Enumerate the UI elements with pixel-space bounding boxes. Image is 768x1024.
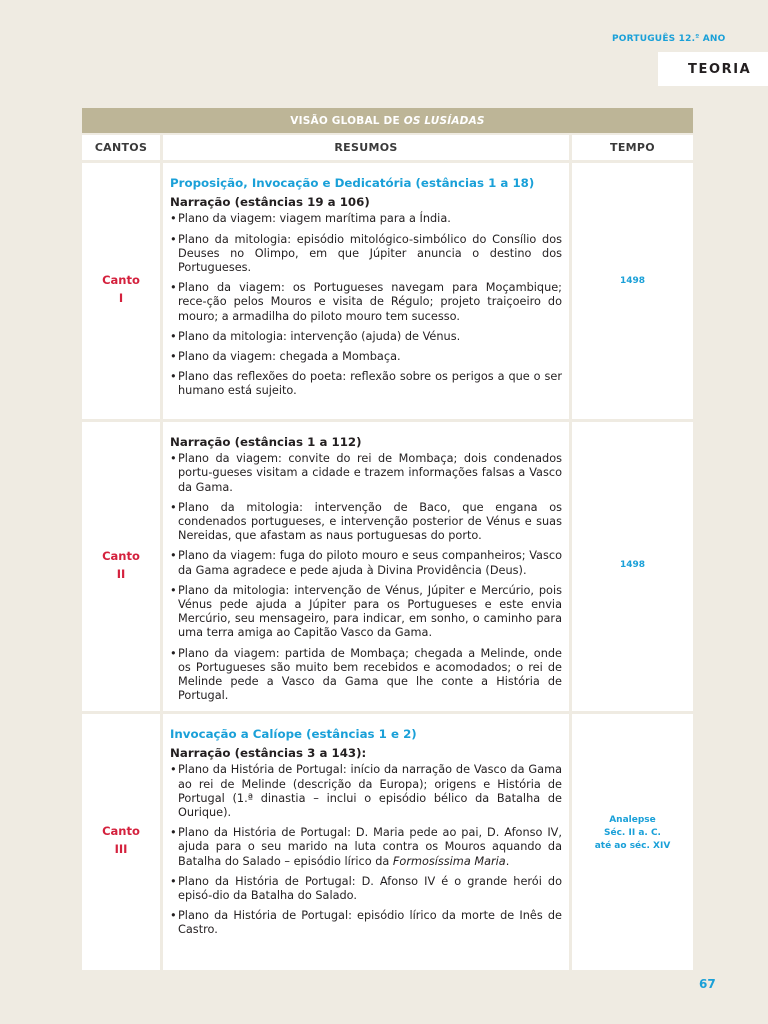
tempo-value: Analepse Séc. II a. C. até ao séc. XIV [594, 815, 671, 851]
narracao-heading: Narração (estâncias 19 a 106) [170, 195, 370, 210]
page-number: 67 [699, 977, 716, 991]
resumo-heading: Proposição, Invocação e Dedicatória (estâncias 1 a 18) [170, 176, 535, 190]
tempo-cell [572, 714, 693, 970]
list-item: • Plano da mitologia: episódio mitológico-simbólico do Consílio dos Deuses no Olimpo, em que Júpiter anuncia o destino dos Portugueses. [170, 233, 562, 276]
list-item: • Plano da História de Portugal: D. Maria pede ao pai, D. Afonso IV, ajuda para o seu marido na luta contra os Mouros aquando da Batalha do Salado – episódio lírico da Formosíssima Maria. [170, 826, 562, 869]
tempo-cell [572, 163, 693, 419]
list-item: • Plano da mitologia: intervenção de Baco, que engana os condenados portugueses, e intervenção posterior de Vénus e suas Nereidas, que afastam as naus portuguesas do porto. [170, 501, 562, 544]
narracao-heading: Narração (estâncias 1 a 112) [170, 435, 362, 449]
narracao-heading: Narração (estâncias 3 a 143): [170, 746, 367, 761]
table-row [82, 163, 693, 419]
list-item: • Plano da mitologia: intervenção de Vénus, Júpiter e Mercúrio, pois Vénus pede ajuda a Júpiter para os Portugueses e este envia Mercúrio, seu mensageiro, para indicar, em sonho, o caminho para uma terra amiga ao Capitão Vasco da Gama. [170, 584, 562, 641]
book-title: PORTUGUÊS 12.$^º$ ANO [612, 33, 726, 44]
list-item: • Plano da História de Portugal: D. Afonso IV é o grande herói do episó-dio da Batalha do Salado. [170, 875, 562, 903]
list-item: • Plano da viagem: partida de Mombaça; chegada a Melinde, onde os Portugueses são muito bem recebidos e acomodados; o rei de Melinde pede a Vasco da Gama que lhe conte a História de Portugal. [170, 647, 562, 704]
table-header-row [82, 135, 693, 160]
list-item: • Plano da viagem: viagem marítima para a Índia. [170, 212, 562, 226]
canto-cell [82, 422, 160, 711]
header-tempo: TEMPO [572, 135, 693, 160]
resumo-cell [163, 163, 569, 419]
list-item: • Plano da História de Portugal: início da narração de Vasco da Gama ao rei de Melinde (descrição da Europa); origens e História de Portugal (1.ª dinastia – inclui o episódio bélico da Batalha de Ourique). [170, 763, 562, 820]
header-resumos: RESUMOS [163, 135, 569, 160]
list-item: • Plano da viagem: chegada a Mombaça. [170, 350, 562, 364]
section-label: TEORIA [688, 62, 752, 77]
list-item: • Plano da viagem: os Portugueses navegam para Moçambique; rece-ção pelos Mouros e visita de Régulo; projeto traiçoeiro do mouro; a armadilha do piloto mouro tem sucesso. [170, 281, 562, 324]
tempo-cell [572, 422, 693, 711]
tempo-value: 1498 [619, 560, 646, 570]
tempo-value: 1498 [619, 276, 646, 286]
canto-label: Canto III [102, 824, 140, 856]
list-item: • Plano da História de Portugal: episódio lírico da morte de Inês de Castro. [170, 909, 562, 937]
list-item: • Plano da mitologia: intervenção (ajuda) de Vénus. [170, 330, 562, 344]
list-item: • Plano das reflexões do poeta: reflexão sobre os perigos a que o ser humano está sujeito. [170, 370, 562, 398]
resumo-cell [163, 422, 569, 711]
canto-label: Canto II [102, 549, 140, 581]
table-title: VISÃO GLOBAL DE OS LUSÍADAS [82, 108, 693, 133]
table-row [82, 714, 693, 970]
section-tab [658, 52, 768, 86]
canto-label: Canto I [102, 273, 140, 305]
header-cantos: CANTOS [82, 135, 160, 160]
list-item: • Plano da viagem: fuga do piloto mouro e seus companheiros; Vasco da Gama agradece e pede ajuda à Divina Providência (Deus). [170, 549, 562, 577]
table-row [82, 422, 693, 711]
canto-cell [82, 163, 160, 419]
list-item: • Plano da viagem: convite do rei de Mombaça; dois condenados portu-gueses visitam a cidade e trazem informações falsas a Vasco da Gama. [170, 452, 562, 495]
overview-table [82, 108, 693, 970]
canto-cell [82, 714, 160, 970]
resumo-heading: Invocação a Calíope (estâncias 1 e 2) [170, 727, 417, 741]
resumo-cell [163, 714, 569, 970]
